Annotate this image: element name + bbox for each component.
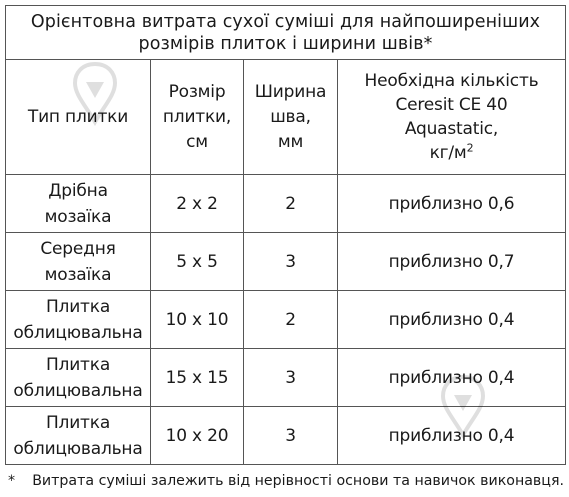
cell-tile-type — [6, 233, 151, 291]
header-tile-size — [151, 60, 244, 175]
table-row — [6, 349, 566, 407]
table-row — [6, 407, 566, 465]
header-quantity — [338, 60, 566, 175]
unit-exponent: 2 — [466, 141, 474, 155]
table-title-row — [6, 6, 566, 60]
header-tile-type-label: Тип плитки — [27, 107, 129, 127]
cell-quantity: приблизно 0,7 — [338, 233, 566, 291]
tile-type-line: облицювальна — [13, 322, 143, 343]
title-line-1: Орієнтовна витрата сухої суміші для найпоширеніших — [30, 11, 541, 32]
cell-tile-type — [6, 291, 151, 349]
tile-type-line: Дрібна — [48, 180, 108, 201]
cell-tile-size: 10 x 10 — [151, 291, 244, 349]
cell-quantity: приблизно 0,6 — [338, 175, 566, 233]
cell-tile-size: 10 x 20 — [151, 407, 244, 465]
cell-joint-width: 3 — [244, 349, 338, 407]
cell-joint-width: 3 — [244, 233, 338, 291]
tile-type-line: мозаїка — [44, 206, 112, 227]
tile-type-line: Плитка — [45, 354, 111, 375]
header-joint-width — [244, 60, 338, 175]
header-tile-size-line: Розмір — [168, 81, 226, 102]
footnote-text: Витрата суміші залежить від нерівності основи та навичок виконавця. — [32, 473, 564, 489]
tile-type-line: мозаїка — [44, 264, 112, 285]
tile-type-line: облицювальна — [13, 380, 143, 401]
header-quantity-line: Ceresit CE 40 — [395, 95, 508, 115]
cell-joint-width: 2 — [244, 291, 338, 349]
cell-tile-size: 5 x 5 — [151, 233, 244, 291]
cell-quantity: приблизно 0,4 — [338, 291, 566, 349]
header-quantity-line: Aquastatic, — [404, 119, 499, 139]
header-tile-size-line: см — [186, 131, 208, 152]
header-tile-size-line: плитки, — [162, 106, 232, 127]
tile-type-line: Плитка — [45, 412, 111, 433]
table-row — [6, 291, 566, 349]
cell-joint-width: 3 — [244, 407, 338, 465]
header-row — [6, 60, 566, 175]
cell-tile-type — [6, 349, 151, 407]
header-joint-width-line: Ширина — [254, 81, 327, 102]
tile-type-line: облицювальна — [13, 438, 143, 459]
header-quantity-unit — [338, 141, 565, 165]
consumption-table — [5, 5, 566, 465]
cell-tile-type — [6, 407, 151, 465]
header-joint-width-line: шва, — [270, 106, 311, 127]
cell-tile-size: 2 x 2 — [151, 175, 244, 233]
tile-type-line: Плитка — [45, 296, 111, 317]
unit-text: кг/м — [429, 143, 467, 163]
header-tile-type — [6, 60, 151, 175]
header-joint-width-line: мм — [277, 131, 304, 152]
cell-quantity: приблизно 0,4 — [338, 407, 566, 465]
table-row — [6, 175, 566, 233]
title-line-2: розмірів плиток і ширини швів* — [138, 33, 433, 54]
footnote — [8, 471, 564, 491]
cell-quantity: приблизно 0,4 — [338, 349, 566, 407]
footnote-mark: * — [8, 473, 16, 489]
tile-type-line: Середня — [40, 238, 116, 259]
cell-tile-type — [6, 175, 151, 233]
table-row — [6, 233, 566, 291]
table-title — [6, 6, 566, 60]
header-quantity-line: Необхідна кількість — [364, 71, 539, 91]
cell-tile-size: 15 x 15 — [151, 349, 244, 407]
cell-joint-width: 2 — [244, 175, 338, 233]
